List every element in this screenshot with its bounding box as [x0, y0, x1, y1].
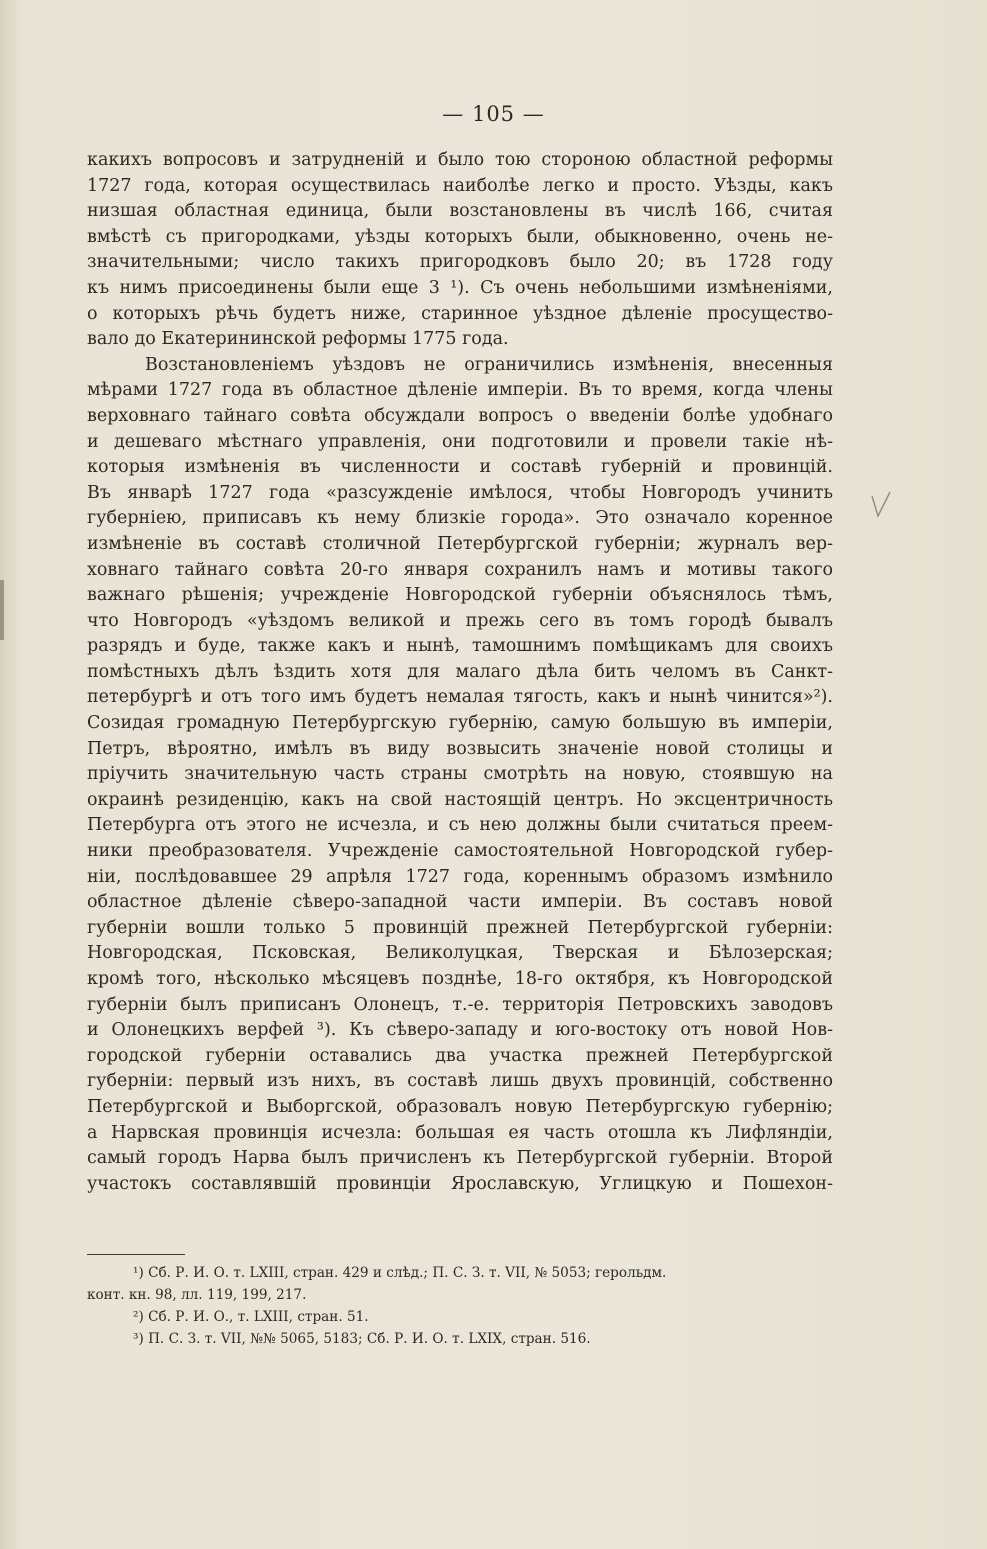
text-line: Въ январѣ 1727 года «разсужденіе имѣлося, чтобы Новгородъ учинить — [87, 482, 833, 503]
text-line: Возстановленіемъ уѣздовъ не ограничились измѣненія, внесенныя — [145, 354, 833, 375]
text-line: а Нарвская провинція исчезла: большая ея часть отошла къ Лифляндіи, — [87, 1122, 833, 1143]
text-line: къ нимъ присоединены были еще 3 ¹). Съ очень небольшими измѣненіями, — [87, 277, 833, 298]
text-line: Новгородская, Псковская, Великолуцкая, Тверская и Бѣлозерская; — [87, 943, 833, 964]
footnote-line: ²) Сб. Р. И. О., т. LXIII, стран. 51. — [133, 1309, 369, 1325]
text-line: которыя измѣненія въ численности и составѣ губерній и провинцій. — [87, 457, 833, 478]
text-line: ховнаго тайнаго совѣта 20-го января сохранилъ намъ и мотивы такого — [87, 559, 833, 580]
footnotes — [87, 1262, 833, 1350]
footnote-line: ³) П. С. З. т. VII, №№ 5065, 5183; Сб. Р. И. О. т. LXIX, стран. 516. — [133, 1331, 591, 1347]
text-line: губерніи былъ приписанъ Олонецъ, т.-е. территорія Петровскихъ заводовъ — [87, 994, 833, 1015]
binding-edge-shadow — [0, 580, 4, 640]
text-line: окраинѣ резиденцію, какъ на свой настоящій центръ. Но эксцентричность — [87, 789, 833, 810]
text-line: Петръ, вѣроятно, имѣлъ въ виду возвысить значеніе новой столицы и — [87, 738, 833, 759]
text-line: значительными; число такихъ пригородковъ было 20; въ 1728 году — [87, 252, 833, 273]
text-line: помѣстныхъ дѣлъ ѣздить хотя для малаго дѣла бить челомъ въ Санкт- — [87, 661, 833, 682]
text-line: важнаго рѣшенія; учрежденіе Новгородской губерніи объяснялось тѣмъ, — [87, 585, 833, 606]
text-line: ники преобразователя. Учрежденіе самостоятельной Новгородской губер- — [87, 841, 833, 862]
text-line: разрядъ и буде, также какъ и нынѣ, тамошнимъ помѣщикамъ для своихъ — [87, 636, 833, 657]
text-line: и Олонецкихъ верфей ³). Къ сѣверо-западу и юго-востоку отъ новой Нов- — [87, 1020, 833, 1041]
page-number: — 105 — — [442, 102, 545, 126]
text-line: низшая областная единица, были возстановлены въ числѣ 166, считая — [87, 201, 833, 222]
footnote-line: конт. кн. 98, лл. 119, 199, 217. — [87, 1287, 307, 1303]
text-line: что Новгородъ «уѣздомъ великой и прежь сего въ томъ городѣ бывалъ — [87, 610, 833, 631]
footnote-rule — [87, 1254, 185, 1255]
text-line: городской губерніи оставались два участка прежней Петербургской — [87, 1045, 833, 1066]
text-line: областное дѣленіе сѣверо-западной части имперіи. Въ составъ новой — [87, 892, 833, 913]
text-line: ніи, послѣдовавшее 29 апрѣля 1727 года, кореннымъ образомъ измѣнило — [87, 866, 833, 887]
text-line: вмѣстѣ съ пригородками, уѣзды которыхъ были, обыкновенно, очень не- — [87, 226, 833, 247]
text-line: 1727 года, которая осуществилась наиболѣе легко и просто. Уѣзды, какъ — [87, 175, 833, 196]
text-line: губерніею, приписавъ къ нему близкіе города». Это означало коренное — [87, 508, 833, 529]
text-line: губерніи вошли только 5 провинцій прежней Петербургской губерніи: — [87, 917, 833, 938]
pencil-check-mark-icon — [870, 490, 892, 522]
text-line: измѣненіе въ составѣ столичной Петербургской губерніи; журналъ вер- — [87, 533, 833, 554]
text-line: какихъ вопросовъ и затрудненій и было тою стороною областной реформы — [87, 150, 833, 170]
text-line: кромѣ того, нѣсколько мѣсяцевъ позднѣе, 18-го октября, къ Новгородской — [87, 969, 833, 989]
main-text — [87, 148, 833, 1197]
text-line: о которыхъ рѣчь будетъ ниже, старинное уѣздное дѣленіе просущество- — [87, 303, 833, 324]
text-line: Созидая громадную Петербургскую губернію, самую большую въ имперіи, — [87, 713, 833, 734]
text-line: участокъ составлявшій провинціи Ярославскую, Углицкую и Пошехон- — [87, 1173, 833, 1194]
text-line: вало до Екатерининской реформы 1775 года. — [87, 329, 509, 350]
text-line: петербургѣ и отъ того имъ будетъ немалая тягость, какъ и нынѣ чинится»²). — [87, 687, 833, 708]
footnote-line: ¹) Сб. Р. И. О. т. LXIII, стран. 429 и слѣд.; П. С. З. т. VII, № 5053; герольдм. — [133, 1265, 667, 1281]
text-line: верховнаго тайнаго совѣта обсуждали вопросъ о введеніи болѣе удобнаго — [87, 405, 833, 426]
text-line: мѣрами 1727 года въ областное дѣленіе имперіи. Въ то время, когда члены — [87, 380, 833, 401]
text-line: Петербурга отъ этого не исчезла, и съ нею должны были считаться преем- — [87, 815, 833, 836]
text-line: и дешеваго мѣстнаго управленія, они подготовили и провели такіе нѣ- — [87, 431, 833, 452]
text-line: самый городъ Нарва былъ причисленъ къ Петербургской губерніи. Второй — [87, 1148, 833, 1169]
text-line: губерніи: первый изъ нихъ, въ составѣ лишь двухъ провинцій, собственно — [87, 1071, 833, 1092]
text-line: Петербургской и Выборгской, образовалъ новую Петербургскую губернію; — [87, 1096, 833, 1117]
text-line: пріучить значительную часть страны смотрѣть на новую, стоявшую на — [87, 764, 833, 785]
